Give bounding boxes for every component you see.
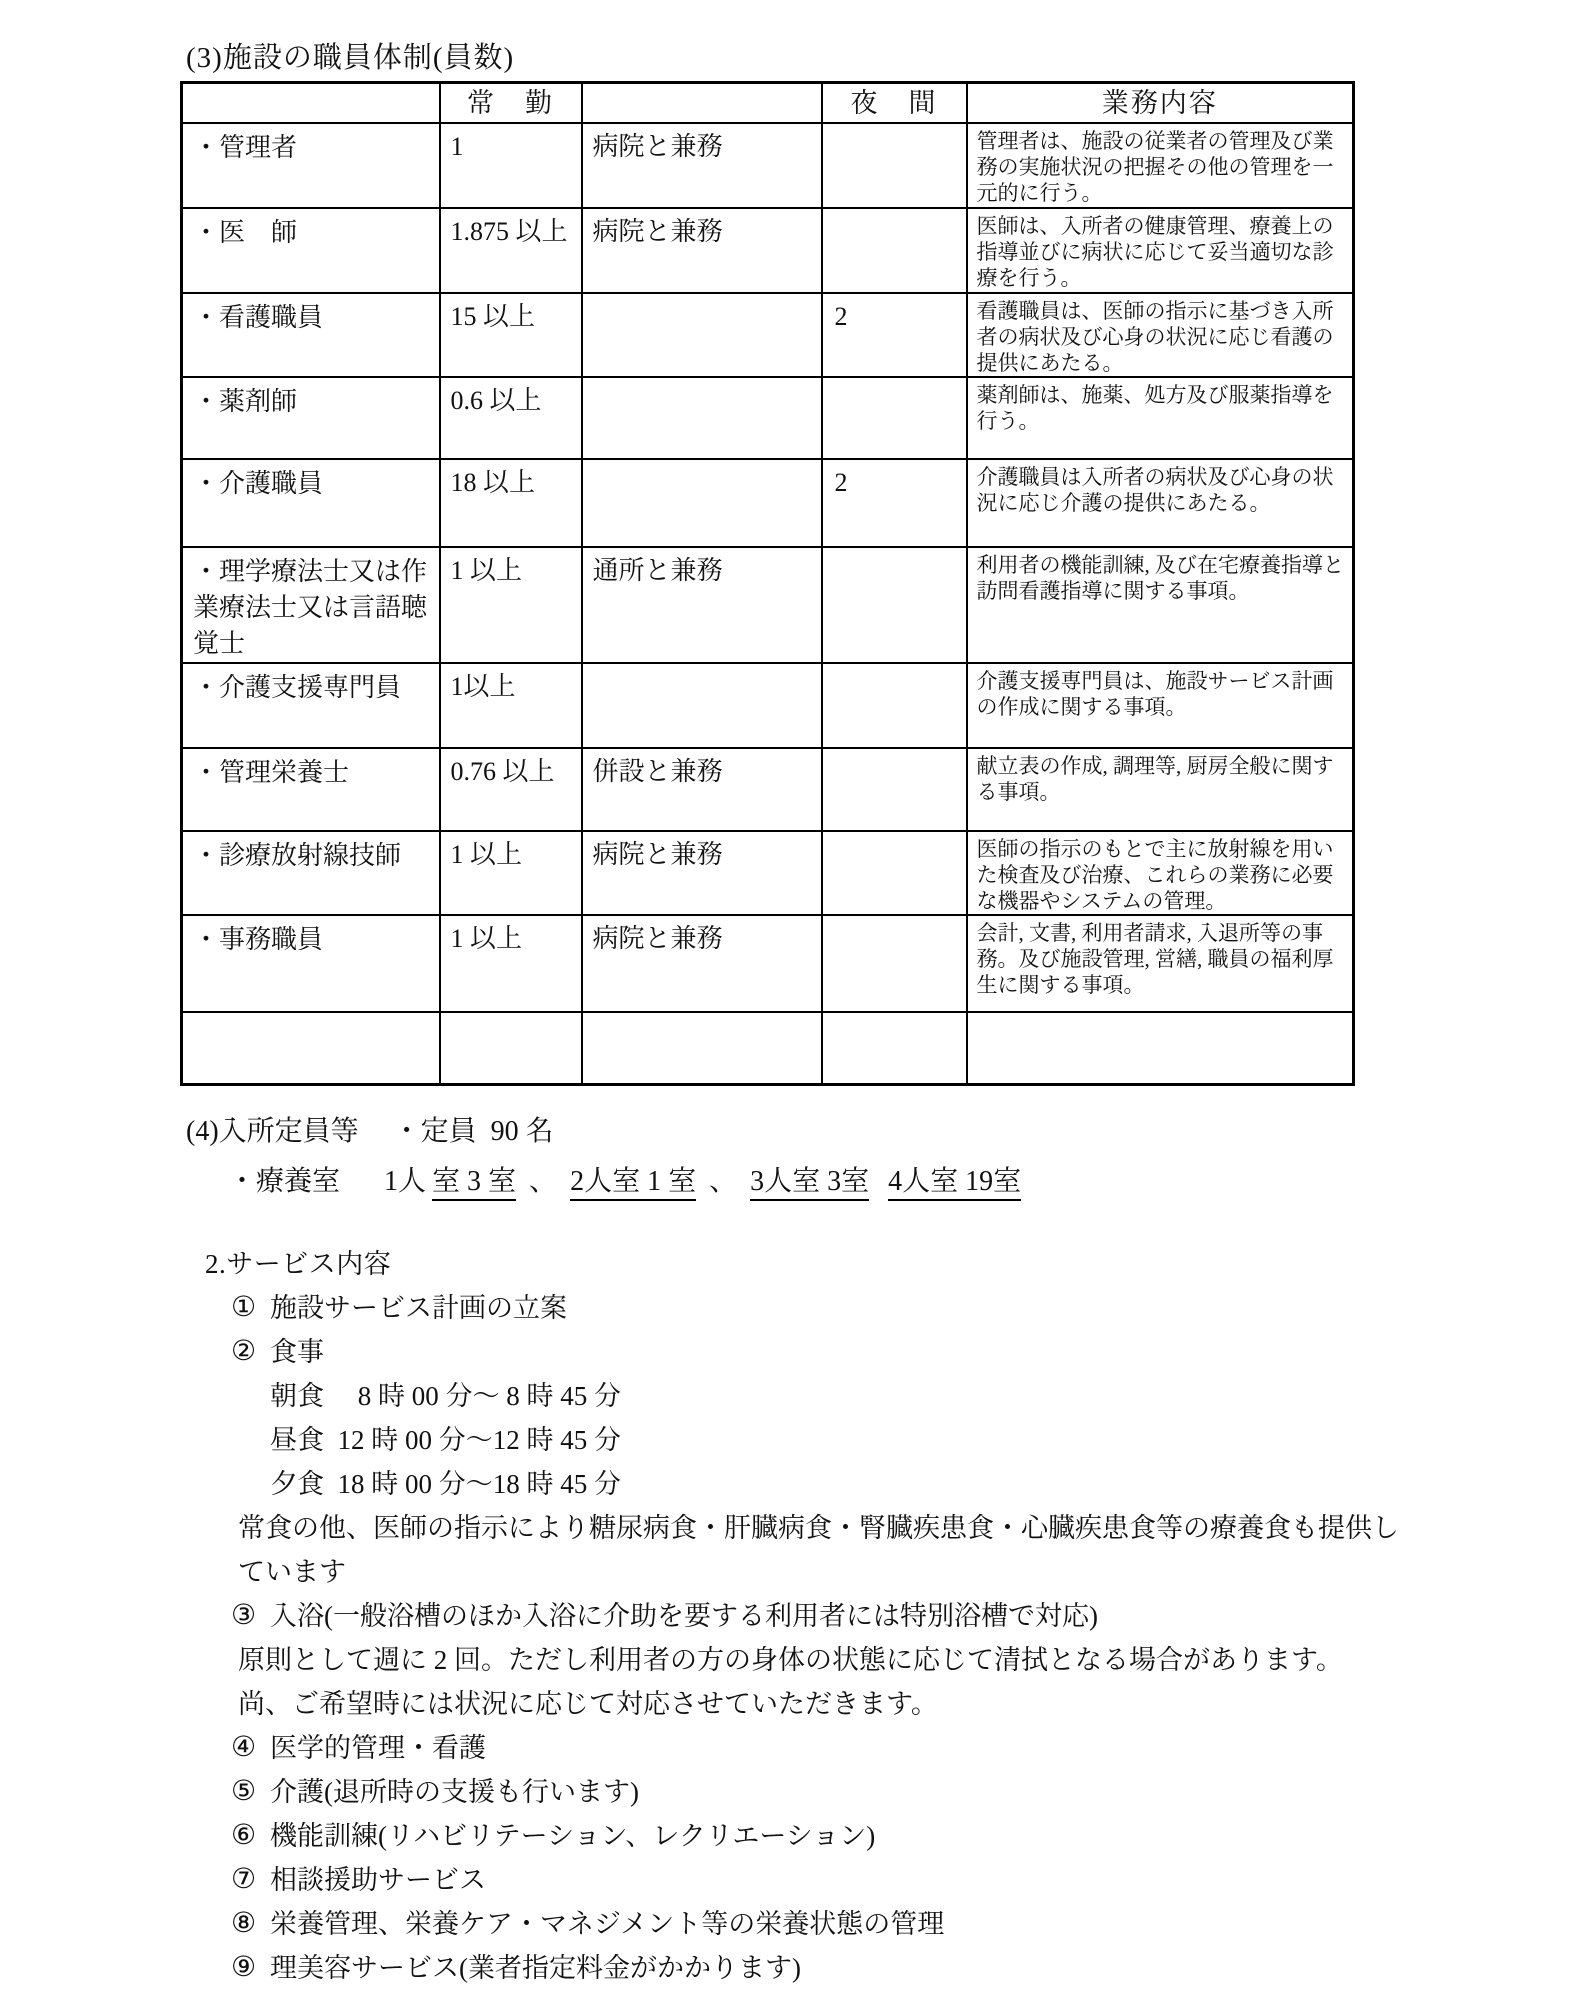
service-item	[231, 1286, 1576, 1330]
cell-night	[822, 748, 967, 831]
staff-table	[180, 81, 1355, 1086]
cell-night	[822, 547, 967, 663]
service-item	[231, 1902, 1576, 1946]
staff-row	[182, 1012, 1354, 1084]
service-item-text: 栄養管理、栄養ケア・マネジメント等の栄養状態の管理	[270, 1908, 945, 1939]
staff-table-body	[182, 123, 1354, 1084]
cell-role: ・管理栄養士	[182, 748, 440, 831]
services-section	[205, 1242, 1576, 1990]
service-item-text: 入浴(一般浴槽のほか入浴に介助を要する利用者には特別浴槽で対応)	[270, 1600, 1098, 1631]
cell-night	[822, 915, 967, 1012]
service-item-subline: 昼食 12 時 00 分～12 時 45 分	[270, 1424, 621, 1455]
room-separator: 1人	[384, 1165, 427, 1197]
cell-concurrent: 通所と兼務	[582, 547, 822, 663]
service-item-subline: 朝食 8 時 00 分～ 8 時 45 分	[270, 1380, 621, 1411]
cell-duties: 医師は、入所者の健康管理、療養上の指導並びに病状に応じて妥当適切な診療を行う。	[967, 208, 1354, 293]
staff-col-header: 夜 間	[822, 83, 967, 124]
room-breakdown-line	[228, 1156, 1576, 1208]
service-item	[231, 1770, 1576, 1814]
cell-concurrent: 病院と兼務	[582, 915, 822, 1012]
service-item-marker: ⑤	[231, 1775, 257, 1807]
cell-role	[182, 1012, 440, 1084]
service-list	[205, 1286, 1576, 1990]
cell-role: ・事務職員	[182, 915, 440, 1012]
service-item-subline: 常食の他、医師の指示により糖尿病食・肝臓病食・腎臓疾患食・心臓疾患食等の療養食も提供し	[238, 1512, 1399, 1543]
service-item-marker: ④	[231, 1731, 257, 1763]
staff-col-header	[582, 83, 822, 124]
staff-row	[182, 293, 1354, 377]
cell-fulltime: 1	[440, 123, 582, 208]
room-line-segments	[378, 1166, 1021, 1201]
cell-duties	[967, 1012, 1354, 1084]
section3-title: (3)施設の職員体制(員数)	[186, 42, 515, 74]
cell-fulltime: 0.6 以上	[440, 377, 582, 459]
service-item-text: 食事	[270, 1336, 324, 1367]
cell-duties: 利用者の機能訓練, 及び在宅療養指導と訪問看護指導に関する事項。	[967, 547, 1354, 663]
cell-role: ・管理者	[182, 123, 440, 208]
service-item-marker: ⑥	[231, 1819, 257, 1851]
service-item-text: 施設サービス計画の立案	[270, 1292, 567, 1323]
cell-concurrent: 病院と兼務	[582, 123, 822, 208]
cell-night	[822, 377, 967, 459]
cell-fulltime: 15 以上	[440, 293, 582, 377]
room-separator: 、	[702, 1165, 745, 1197]
service-item	[231, 1594, 1576, 1638]
cell-duties: 献立表の作成, 調理等, 厨房全般に関する事項。	[967, 748, 1354, 831]
service-item	[231, 1330, 1576, 1374]
cell-duties: 会計, 文書, 利用者請求, 入退所等の事務。及び施設管理, 営繕, 職員の福利厚生に関する事項。	[967, 915, 1354, 1012]
room-separator	[869, 1166, 888, 1197]
service-item-marker: ②	[231, 1335, 257, 1367]
cell-duties: 看護職員は、医師の指示に基づき入所者の病状及び心身の状況に応じ看護の提供にあたる。	[967, 293, 1354, 377]
cell-concurrent	[582, 459, 822, 547]
service-item-text: 介護(退所時の支援も行います)	[270, 1776, 639, 1807]
cell-concurrent	[582, 1012, 822, 1084]
cell-fulltime	[440, 1012, 582, 1084]
service-item-text: 機能訓練(リハビリテーション、レクリエーション)	[270, 1820, 876, 1851]
cell-fulltime: 1 以上	[440, 915, 582, 1012]
cell-duties: 医師の指示のもとで主に放射線を用いた検査及び治療、これらの業務に必要な機器やシステムの管理。	[967, 831, 1354, 915]
service-item-text: 相談援助サービス	[270, 1864, 486, 1895]
service-item	[231, 1858, 1576, 1902]
staff-row	[182, 663, 1354, 748]
cell-fulltime: 1 以上	[440, 547, 582, 663]
staff-col-header: 業務内容	[967, 83, 1354, 124]
staff-row	[182, 748, 1354, 831]
service-item-marker: ①	[231, 1291, 257, 1323]
cell-role: ・介護職員	[182, 459, 440, 547]
room-label: ・療養室	[228, 1165, 341, 1197]
cell-role: ・医 師	[182, 208, 440, 293]
cell-night	[822, 831, 967, 915]
staff-row	[182, 459, 1354, 547]
staff-row	[182, 377, 1354, 459]
capacity-label: ・定員	[392, 1115, 477, 1147]
cell-fulltime: 1 以上	[440, 831, 582, 915]
service-item-text: 理美容サービス(業者指定料金がかかります)	[270, 1952, 801, 1983]
service-item	[231, 1814, 1576, 1858]
cell-night	[822, 208, 967, 293]
cell-role: ・看護職員	[182, 293, 440, 377]
service-item-marker: ⑨	[231, 1951, 257, 1983]
staff-row	[182, 831, 1354, 915]
cell-night	[822, 663, 967, 748]
cell-night	[822, 123, 967, 208]
cell-concurrent	[582, 377, 822, 459]
service-item-subline: ています	[238, 1556, 346, 1587]
room-count-underlined: 2人室 1 室	[570, 1166, 696, 1201]
room-count-underlined: 3人室 3室	[750, 1166, 869, 1201]
cell-fulltime: 0.76 以上	[440, 748, 582, 831]
capacity-heading: (4)入所定員等	[186, 1115, 359, 1147]
cell-duties: 介護支援専門員は、施設サービス計画の作成に関する事項。	[967, 663, 1354, 748]
cell-duties: 管理者は、施設の従業者の管理及び業務の実施状況の把握その他の管理を一元的に行う。	[967, 123, 1354, 208]
cell-concurrent: 病院と兼務	[582, 208, 822, 293]
capacity-section	[186, 1110, 1576, 1208]
cell-fulltime: 1以上	[440, 663, 582, 748]
cell-role: ・理学療法士又は作業療法士又は言語聴覚士	[182, 547, 440, 663]
cell-fulltime: 1.875 以上	[440, 208, 582, 293]
cell-duties: 薬剤師は、施薬、処方及び服薬指導を行う。	[967, 377, 1354, 459]
cell-night	[822, 1012, 967, 1084]
staff-col-header: 常 勤	[440, 83, 582, 124]
cell-role: ・介護支援専門員	[182, 663, 440, 748]
staff-col-header	[182, 83, 440, 124]
service-item-subline: 尚、ご希望時には状況に応じて対応させていただきます。	[238, 1688, 938, 1719]
room-separator: 、	[522, 1165, 565, 1197]
cell-concurrent: 病院と兼務	[582, 831, 822, 915]
room-count-underlined: 室 3 室	[432, 1166, 516, 1201]
cell-role: ・診療放射線技師	[182, 831, 440, 915]
service-item-subline: 夕食 18 時 00 分～18 時 45 分	[270, 1468, 621, 1499]
staff-row	[182, 123, 1354, 208]
service-item	[231, 1726, 1576, 1770]
cell-night: 2	[822, 293, 967, 377]
cell-role: ・薬剤師	[182, 377, 440, 459]
services-heading: 2.サービス内容	[205, 1248, 392, 1279]
staff-header-row	[182, 83, 1354, 124]
staff-row	[182, 915, 1354, 1012]
cell-concurrent	[582, 293, 822, 377]
capacity-heading-line	[186, 1110, 1576, 1154]
service-item	[231, 1946, 1576, 1990]
service-item-marker: ③	[231, 1599, 257, 1631]
staff-row	[182, 547, 1354, 663]
service-item-marker: ⑧	[231, 1907, 257, 1939]
service-item-text: 医学的管理・看護	[270, 1732, 486, 1763]
cell-concurrent	[582, 663, 822, 748]
staff-table-header	[182, 83, 1354, 124]
staff-row	[182, 208, 1354, 293]
cell-night: 2	[822, 459, 967, 547]
room-count-underlined: 4人室 19室	[888, 1166, 1021, 1201]
cell-fulltime: 18 以上	[440, 459, 582, 547]
service-item-subline: 原則として週に 2 回。ただし利用者の方の身体の状態に応じて清拭となる場合があります。	[238, 1644, 1343, 1675]
service-item-marker: ⑦	[231, 1863, 257, 1895]
cell-duties: 介護職員は入所者の病状及び心身の状況に応じ介護の提供にあたる。	[967, 459, 1354, 547]
capacity-value: 90 名	[490, 1115, 554, 1147]
cell-concurrent: 併設と兼務	[582, 748, 822, 831]
